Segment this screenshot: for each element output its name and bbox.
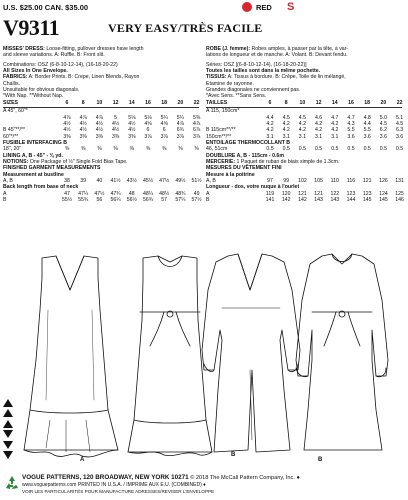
header (0, 0, 403, 44)
table-cell: ⅜ (97, 146, 102, 153)
table-cell: 5⅛ (128, 114, 136, 121)
table-cell: 6.3 (395, 127, 404, 134)
table-cell: 3⅜ (63, 133, 71, 140)
table-cell: ⅜ (64, 146, 70, 153)
table-cell: 4⅞ (79, 114, 87, 121)
interfacing-row-fr: 46, 51cm 0.5 0.5 0.5 0.5 0.5 0.5 0.5 0.5 0.5 (206, 146, 402, 152)
table-cell: 56¾ (142, 197, 154, 204)
color-label: RED (256, 3, 272, 12)
color-dot-icon (242, 2, 252, 12)
table-cell: 6 (162, 127, 166, 134)
table-cell: 143 (330, 197, 340, 204)
table-cell: 4½ (79, 120, 87, 127)
table-cell: 20 (380, 99, 387, 106)
table-cell: 47¾ (110, 190, 121, 197)
table-cell: 3⅜ (111, 133, 120, 140)
table-cell: 142 (281, 197, 291, 204)
table-cell: 4.2 (314, 127, 323, 134)
table-cell: 4½ (111, 127, 120, 134)
finished-label-fr: MESURES DU VÊTEMENT FINI (206, 165, 282, 172)
table-cell: 3.1 (331, 133, 339, 140)
table-cell: 3.6 (363, 133, 371, 140)
garment-description-2-fr: iations de longueur et de manche. A: Volant. B: Devant fendu. (206, 52, 348, 59)
table-cell: 18 (364, 99, 371, 106)
table-cell: 57½ (191, 197, 202, 204)
english-column (3, 46, 201, 203)
back-a-row-fr: A 119 120 121 121 122 123 123 124 125 (206, 191, 402, 197)
garment-title-fr: ROBE (J. femme): (206, 46, 251, 52)
table-cell: 5¼ (176, 114, 184, 121)
back-b-row-fr: B 141 142 142 143 143 144 145 145 146 (206, 197, 402, 203)
table-cell: 4.7 (347, 114, 355, 121)
unsuitable-note-fr: Grandes diagonales ne conviennent pas. (206, 87, 301, 94)
table-cell: 146 (395, 197, 404, 204)
table-cell: 16 (348, 99, 354, 106)
table-cell: 123 (346, 190, 356, 197)
table-cell: 4.2 (331, 127, 339, 134)
table-cell: 56¼ (110, 197, 121, 204)
table-cell: 4.2 (314, 120, 323, 127)
bust-label-fr: Mesure à la poitrine (206, 171, 255, 178)
garment-description-fr: Robes amples, à passer par la tête, à var- (250, 46, 349, 52)
table-cell: 4.2 (282, 120, 290, 127)
fabrics-text: A: Border Prints. B: Crepe, Linen Blends, Rayon (27, 74, 140, 81)
table-cell: 0.5 (331, 146, 339, 153)
back-a-row: A 47 47¼ 47½ 47¾ 48 48¼ 48½ 48¾ 49 (3, 191, 201, 197)
table-cell: 41½ (110, 178, 121, 185)
table-cell: 43½ (126, 178, 137, 185)
table-cell: 121 (314, 190, 323, 197)
table-cell: 14 (128, 99, 135, 106)
table-cell: 0.5 (395, 146, 404, 153)
table-cell: 3.1 (282, 133, 290, 140)
table-cell: 5.5 (363, 127, 371, 134)
table-cell: 0.5 (314, 146, 323, 153)
table-cell: 4.2 (266, 120, 274, 127)
combinations-note: All Sizes In One Envelope. (3, 68, 68, 75)
table-cell: 47½ (159, 178, 170, 185)
table-cell: 3⅞ (192, 133, 201, 140)
table-cell: 5.0 (379, 114, 387, 121)
table-cell: 4⅝ (160, 120, 168, 127)
table-cell: 22 (396, 99, 403, 106)
table-cell: 39 (80, 178, 87, 185)
lining-label-fr: DOUBLURE A, B - 115cm - 0.6m (206, 152, 284, 159)
notions-text: One Package of ½" Single Fold Bias Tape. (28, 159, 128, 166)
table-cell: 6¾ (176, 127, 184, 134)
table-cell: 6⅞ (192, 127, 201, 134)
table-cell: 49½ (175, 178, 186, 185)
table-cell: 4⅞ (176, 120, 184, 127)
table-cell: 10 (96, 99, 103, 106)
footer-company: VOGUE PATTERNS, 120 BROADWAY, NEW YORK 10271 © 2018 The McCall Pattern Company, Inc. ● (22, 474, 300, 481)
table-cell: 4.2 (282, 127, 290, 134)
table-cell: 5.1 (395, 114, 404, 121)
finished-label: FINISHED GARMENT MEASUREMENTS (3, 165, 101, 172)
drawing-view-b-back (296, 254, 388, 450)
table-cell: 4½ (128, 120, 136, 127)
sizes-label-fr: TAILLES (206, 99, 228, 106)
table-cell: 8 (81, 99, 85, 106)
table-cell: 99 (283, 178, 290, 185)
table-cell: 4.8 (363, 114, 371, 121)
table-cell: ⅜ (178, 146, 183, 153)
table-cell: 3⅞ (160, 133, 168, 140)
table-cell: 4.3 (347, 120, 355, 127)
table-cell: 125 (395, 190, 404, 197)
table-cell: 4.5 (395, 120, 404, 127)
combinations-fr: Séries: OSZ [(6-8-10-12-14), (16-18-20-22)] (206, 61, 307, 68)
table-cell: 48½ (159, 190, 170, 197)
fabrics-text-fr: A: Tissus à bordure. B: Crêpe, Toile de lin mélangé, (226, 74, 346, 81)
table-cell: ⅜ (113, 146, 118, 153)
pattern-number: V9311 (3, 15, 60, 40)
table-cell: 105 (314, 178, 323, 185)
table-cell: 20 (177, 99, 184, 106)
table-cell: 4½ (79, 127, 87, 134)
drawing-view-b (202, 254, 300, 452)
table-cell: 16 (145, 99, 151, 106)
table-cell: 142 (298, 197, 307, 204)
garment-description-2: and sleeve variations. A: Ruffle. B: Front slit. (3, 52, 105, 59)
garment-description: Loose-fitting, pullover dresses have length (44, 46, 144, 52)
footer-web: www.voguepatterns.com PRINTED IN U.S.A. / IMPRIME AUX E.U. (COMBINED) ♦ (22, 482, 206, 488)
interfacing-row: 18", 20" ⅜ ⅜ ⅜ ⅜ ⅜ ⅜ ⅜ ⅜ ⅜ (3, 146, 201, 152)
table-cell: 4.2 (298, 127, 306, 134)
combinations: Combinations: OSZ (6-8-10-12-14), (16-18-20-22) (3, 61, 118, 68)
fabrics-label-fr: TISSUS: (206, 74, 227, 81)
table-cell: 0.5 (347, 146, 355, 153)
recycle-icon (3, 474, 21, 492)
table-cell: 56 (96, 197, 103, 204)
table-cell: 4½ (63, 127, 71, 134)
bust-row-fr: A, B 97 99 102 105 110 116 121 126 131 (206, 178, 402, 184)
yardage-a-label-row-fr: A 115, 150cm* (206, 108, 240, 115)
interfacing-label: FUSIBLE INTERFACING B (3, 140, 67, 146)
price-label: U.S. $25.00 CAN. $35.00 (3, 3, 89, 12)
notions-text-fr: 1 Paquet de ruban de biais simple de 1.3cm. (235, 159, 340, 166)
table-cell: 123 (362, 190, 372, 197)
table-cell: 121 (362, 178, 372, 185)
table-cell: 4½ (63, 120, 71, 127)
table-cell: 3.6 (379, 133, 387, 140)
table-cell: 0.5 (282, 146, 290, 153)
table-cell: 4.7 (331, 114, 339, 121)
table-cell: 12 (315, 99, 322, 106)
yardage-a-label: A 45", 60"* (3, 108, 28, 115)
table-cell: 57¼ (175, 197, 186, 204)
table-cell: 122 (330, 190, 340, 197)
back-length-label: Back length from base of neck (3, 184, 79, 191)
table-cell: 55¾ (78, 197, 89, 204)
table-cell: 48¾ (175, 190, 186, 197)
table-cell: 49 (193, 190, 200, 197)
interfacing-label-fr: ENTOILAGE THERMOCOLLANT B (206, 140, 291, 146)
table-cell: 110 (330, 178, 339, 185)
footer-copyright: © 2018 The McCall Pattern Company, Inc. ● (188, 475, 300, 481)
drawing-view-a-back (128, 256, 212, 456)
figure-label-a: A (80, 457, 85, 463)
table-cell: 4½ (128, 127, 136, 134)
table-cell: 4⅞ (192, 120, 201, 127)
back-b-row: B 55½ 55¾ 56 56¼ 56½ 56¾ 57 57¼ 57½ (3, 197, 201, 203)
table-cell: 145 (379, 197, 388, 204)
table-cell: 4.6 (314, 114, 323, 121)
table-cell: 6 (146, 127, 150, 134)
table-cell: 10 (299, 99, 306, 106)
nap-note-fr: *Avec Sens. **Sans Sens. (206, 93, 267, 100)
notions-label: NOTIONS: (3, 159, 29, 166)
table-cell: ⅜ (194, 146, 199, 153)
bust-label: Measurement at bustline (3, 171, 64, 178)
table-cell: 5⅛ (144, 114, 152, 121)
back-length-label-fr: Longueur - dos, votre nuque à l'ourlet (206, 184, 300, 191)
combinations-note-fr: Toutes les tailles sont dans la même pochette. (206, 68, 321, 75)
table-cell: 120 (281, 190, 291, 197)
table-cell: 3⅞ (176, 133, 184, 140)
unsuitable-note: Unsuitable for obvious diagonals. (3, 87, 80, 94)
table-cell: 4⅞ (63, 114, 71, 121)
figure-label-b-2: B (318, 457, 323, 463)
table-cell: 144 (346, 197, 356, 204)
table-cell: 4½ (95, 127, 103, 134)
yardage-b-label-2: 60"*/** (3, 133, 19, 140)
table-cell: 3⅜ (95, 133, 103, 140)
table-cell: ⅜ (145, 146, 151, 153)
figure-label-b: B (231, 452, 236, 458)
table-cell: 0.5 (379, 146, 387, 153)
table-cell: 3⅜ (128, 133, 136, 140)
table-cell: 0.5 (266, 146, 274, 153)
nap-note: *With Nap. **Without Nap. (3, 93, 64, 100)
french-column (206, 46, 402, 203)
sizes-row (3, 100, 201, 106)
sizes-row-fr (206, 100, 402, 106)
table-cell: 57 (161, 197, 168, 204)
table-cell: 5.5 (347, 127, 355, 134)
table-cell: 116 (346, 178, 356, 185)
notions-label-fr: MERCERIE: (206, 159, 236, 166)
table-cell: 121 (298, 190, 307, 197)
table-cell: 131 (395, 178, 404, 185)
table-cell: 45½ (142, 178, 154, 185)
table-cell: 4½ (95, 120, 103, 127)
table-cell: 4.5 (379, 120, 387, 127)
table-cell: 102 (298, 178, 307, 185)
table-cell: 4.4 (266, 114, 274, 121)
table-cell: 4½ (111, 120, 120, 127)
size-letter: S (287, 1, 295, 13)
table-cell: 6 (268, 99, 272, 106)
yardage-b-label-1: B 45"**/** (3, 127, 26, 134)
yardage-b-row-2-fr: 150cm**/** 3.1 3.1 3.1 3.1 3.1 3.6 3.6 3.6 3.6 (206, 134, 402, 140)
table-cell: 40 (96, 178, 103, 185)
table-cell: 48 (128, 190, 135, 197)
technical-drawings (0, 250, 403, 470)
table-cell: 141 (265, 197, 275, 204)
table-cell: 124 (379, 190, 388, 197)
table-cell: 18 (161, 99, 168, 106)
sizes-label: SIZES (3, 99, 18, 106)
table-cell: 3⅜ (79, 133, 87, 140)
table-cell: 5⅜ (192, 114, 201, 121)
drawing-view-a (24, 256, 118, 457)
table-cell: 4.2 (298, 120, 306, 127)
yardage-b-row-1-fr: B 115cm**/** 4.2 4.2 4.2 4.2 4.2 5.5 5.5 6.2 6.3 (206, 127, 402, 133)
table-cell: 55½ (61, 197, 73, 204)
table-cell: 3.6 (395, 133, 404, 140)
garment-title: MISSES' DRESS: (3, 46, 45, 52)
table-cell: 14 (331, 99, 338, 106)
table-cell: 0.5 (363, 146, 371, 153)
table-cell: 47¼ (78, 190, 89, 197)
yardage-b-row-2 (3, 134, 201, 140)
table-cell: ⅜ (129, 146, 134, 153)
table-cell: 3.1 (314, 133, 323, 140)
table-cell: 51½ (191, 178, 202, 185)
table-cell: 8 (284, 99, 288, 106)
table-cell: 6.2 (379, 127, 387, 134)
table-cell: 126 (379, 178, 388, 185)
table-cell: 0.5 (298, 146, 306, 153)
table-cell: 3.6 (347, 133, 355, 140)
table-cell: 4.5 (298, 114, 306, 121)
table-cell: ⅜ (162, 146, 167, 153)
fabrics-text-2-fr: Etamine de rayonne. (206, 80, 254, 87)
table-cell: 5¼ (160, 114, 168, 121)
table-cell: 4.4 (363, 120, 371, 127)
table-cell: 3⅞ (144, 133, 152, 140)
fabrics-text-2: Challis. (3, 80, 21, 87)
table-cell: 119 (265, 190, 275, 197)
lining-label: LINING A, B - 45" - ⅜ yd. (3, 152, 63, 159)
difficulty-label: VERY EASY/TRÈS FACILE (108, 21, 263, 35)
table-cell: 4.2 (266, 127, 274, 134)
table-cell: 143 (314, 197, 323, 204)
table-cell: 4⅝ (144, 120, 152, 127)
table-cell: 145 (362, 197, 372, 204)
table-cell: 4.5 (282, 114, 290, 121)
table-cell: 97 (267, 178, 273, 185)
table-cell: 6 (65, 99, 69, 106)
table-cell: 47½ (94, 190, 105, 197)
table-cell: 3.1 (298, 133, 306, 140)
footer-note: VOIR LES PARTICULARITÉS POUR MANUFACTURE ADRESSES/REVISER L'ENVELOPPE (22, 489, 215, 494)
table-cell: 12 (112, 99, 119, 106)
table-cell: 38 (64, 178, 70, 185)
table-cell: 56½ (126, 197, 137, 204)
table-cell: 22 (193, 99, 200, 106)
table-cell: 3.1 (266, 133, 274, 140)
table-cell: ⅜ (81, 146, 86, 153)
table-cell: 4⅞ (95, 114, 103, 121)
bust-row: A, B 38 39 40 41½ 43½ 45½ 47½ 49½ 51½ (3, 178, 201, 184)
table-cell: 47 (64, 190, 70, 197)
table-cell: 5 (114, 114, 118, 121)
table-cell: 48¼ (142, 190, 154, 197)
fabrics-label: FABRICS: (3, 74, 28, 81)
table-cell: 4.2 (331, 120, 339, 127)
